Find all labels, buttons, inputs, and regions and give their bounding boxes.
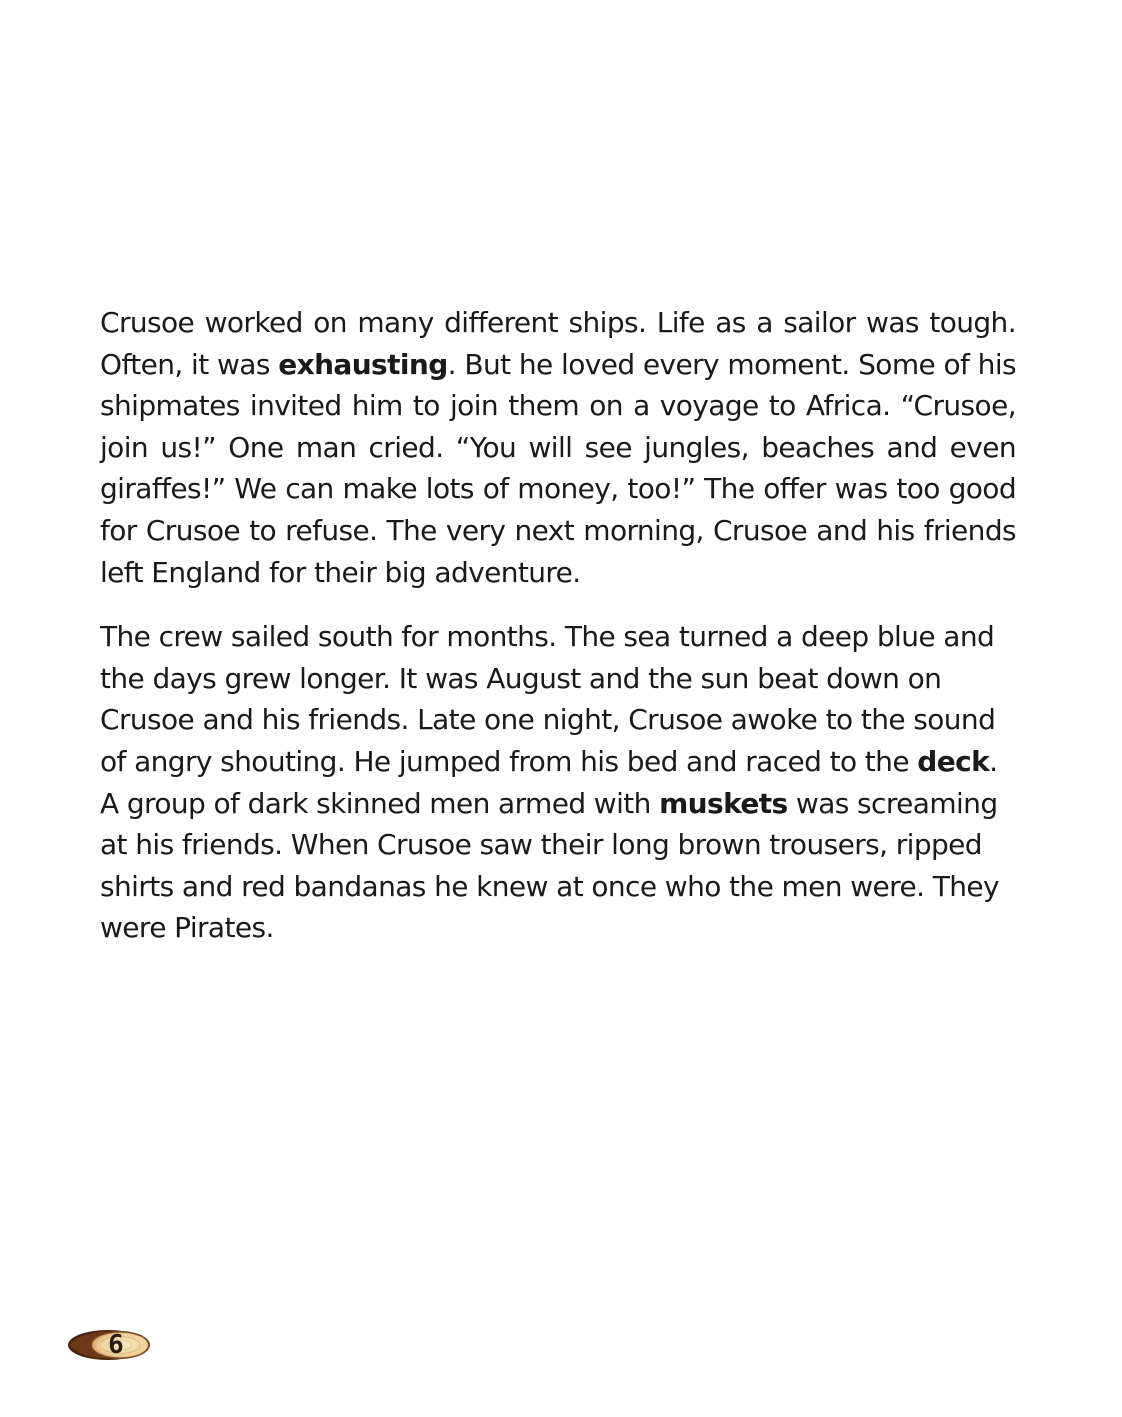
vocab-word-muskets: muskets <box>659 786 788 820</box>
paragraph-1 <box>100 302 1016 593</box>
text-segment: Crusoe worked on many different ships. Life as a sailor was tough. Often, it was <box>100 306 1016 381</box>
text-segment: . But he loved every moment. Some of his shipmates invited him to join them on a voyage to Africa. “Crusoe, join us!” One man cried. “You will see jungles, beaches and even giraffes!” We can make lots of money, too!” The offer was too good for Crusoe to refuse. The very next morning, Crusoe and his friends left England for their big adventure. <box>100 347 1016 589</box>
vocab-word-deck: deck <box>917 744 990 778</box>
text-segment: The crew sailed south for months. The sea turned a deep blue and the days grew longer. It was August and the sun beat down on Crusoe and his friends. Late one night, Crusoe awoke to the sound of angry shouting. He jumped from his bed and raced to the <box>100 620 996 778</box>
text-segment: . A group of dark skinned men armed with <box>100 744 998 820</box>
vocab-word-exhausting: exhausting <box>278 347 448 381</box>
text-segment: was screaming at his friends. When Crusoe saw their long brown trousers, ripped shirts and red bandanas he knew at once who the men were. They were Pirates. <box>100 786 999 945</box>
paragraph-2 <box>100 616 1016 949</box>
page-number: 6 <box>108 1330 124 1360</box>
story-text <box>100 302 1016 949</box>
